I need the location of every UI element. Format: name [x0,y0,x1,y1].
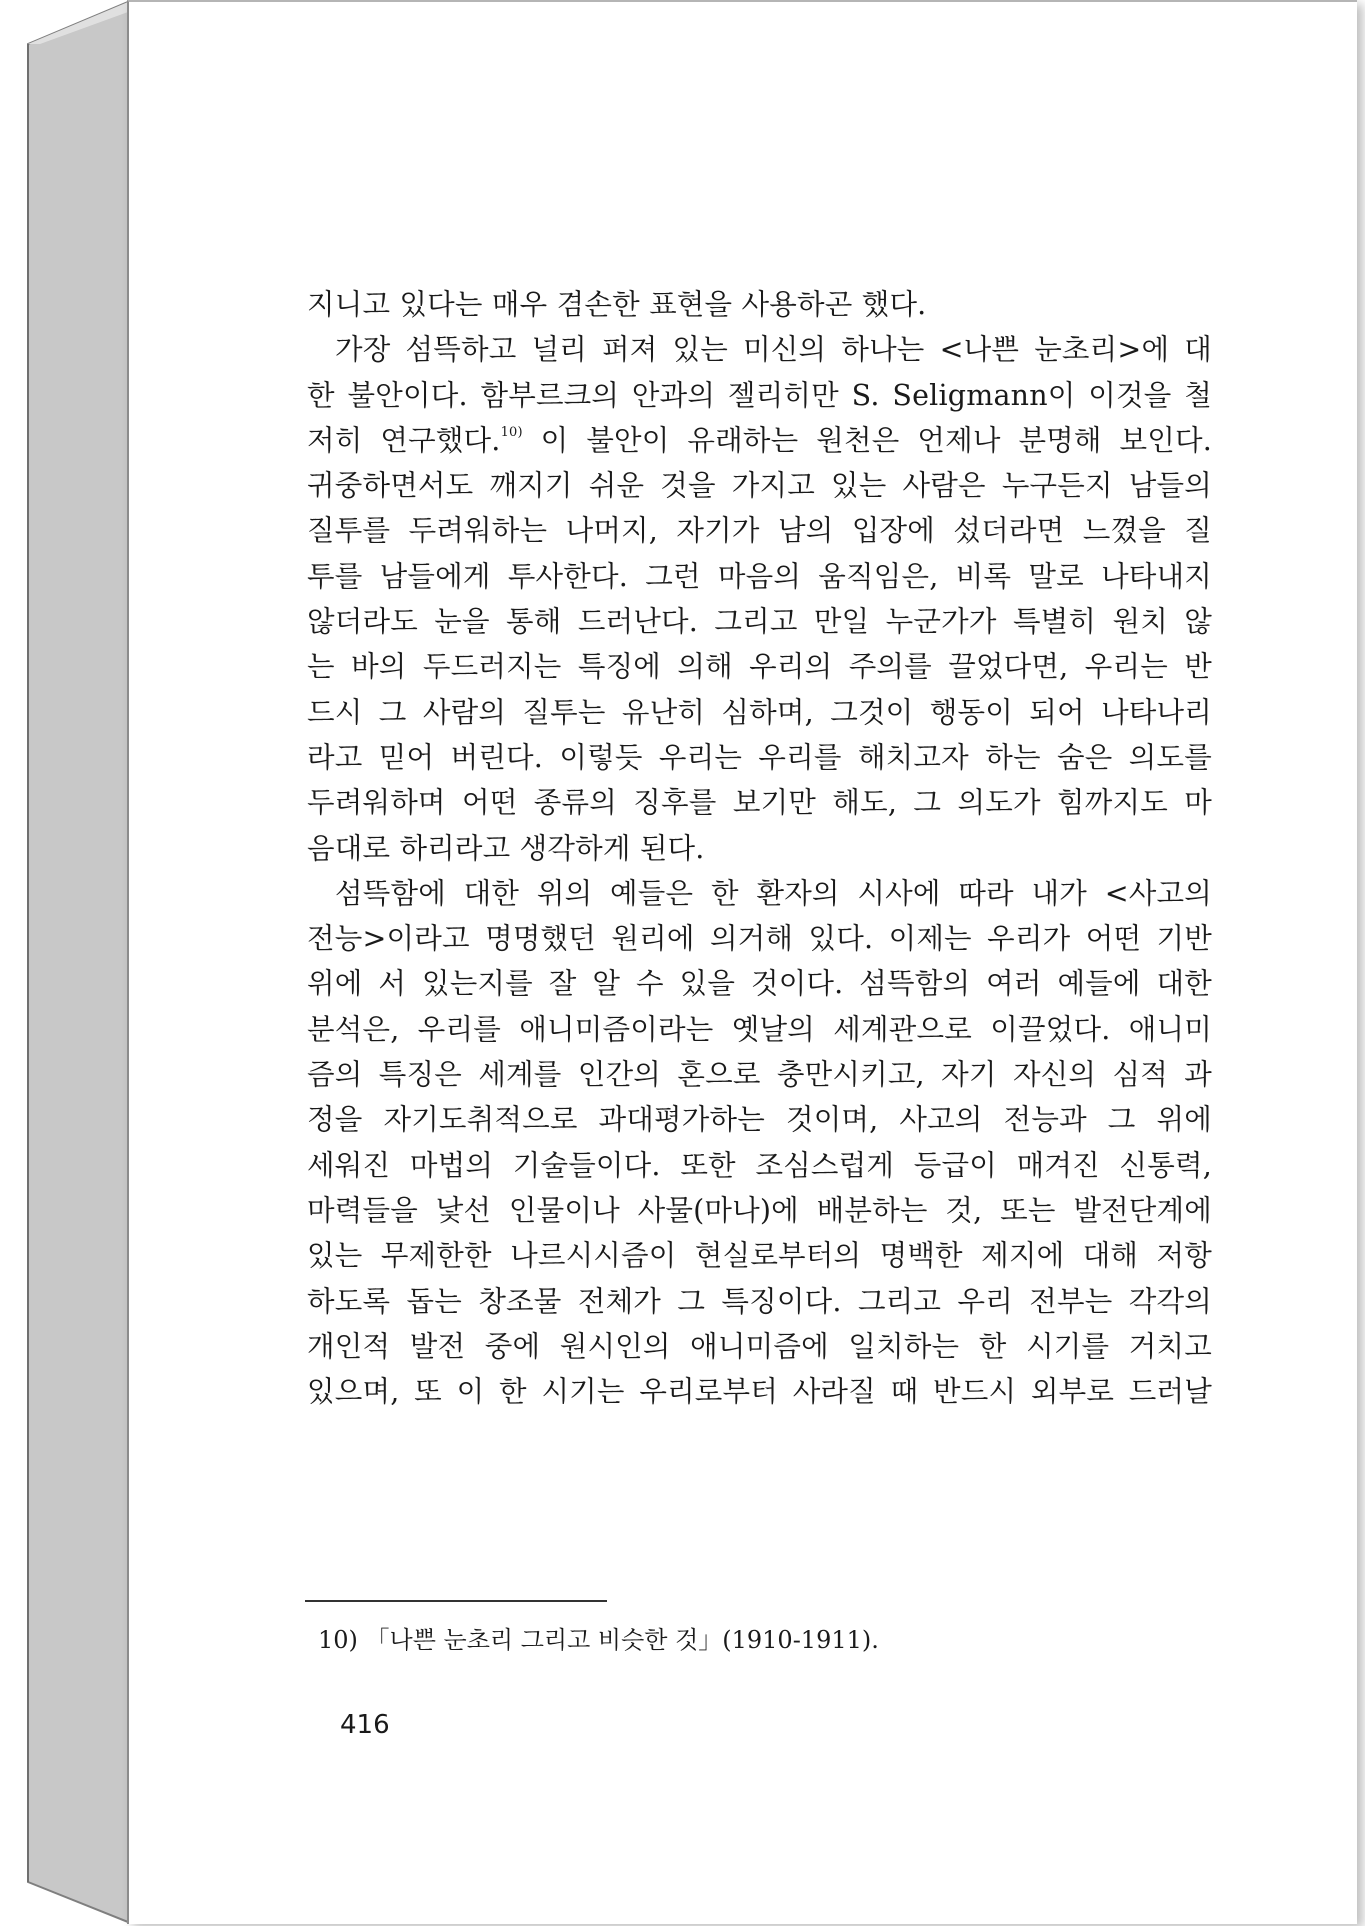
text-line-content: 있는 무제한한 나르시시즘이 현실로부터의 명백한 제지에 대해 저항 [307,1239,1212,1273]
text-line-content: 음대로 하리라고 생각하게 된다. [307,831,705,865]
book-spine [0,0,130,1926]
text-line-content: 세워진 마법의 기술들이다. 또한 조심스럽게 등급이 매겨진 신통력, [307,1148,1212,1182]
footnote-marker: 10) [500,424,523,440]
text-line-content: 않더라도 눈을 통해 드러난다. 그리고 만일 누군가가 특별히 원치 않 [307,605,1212,639]
text-line-content: 위에 서 있는지를 잘 알 수 있을 것이다. 섬뜩함의 여러 예들에 대한 [307,967,1212,1001]
text-line [307,282,1212,327]
text-line [307,1052,1212,1097]
text-line [307,599,1212,644]
text-line [307,826,1212,871]
text-line [307,1279,1212,1324]
text-line-content: 있으며, 또 이 한 시기는 우리로부터 사라질 때 반드시 외부로 드러날 [307,1375,1212,1409]
text-line-content: 두려워하며 어떤 종류의 징후를 보기만 해도, 그 의도가 힘까지도 마 [307,786,1212,820]
text-line [307,780,1212,825]
text-line-content: 한 불안이다. 함부르크의 안과의 젤리히만 S. Seligmann이 이것을 철 [307,378,1212,412]
text-line-content: 개인적 발전 중에 원시인의 애니미즘에 일치하는 한 시기를 거치고 [307,1329,1212,1363]
text-line [307,418,1212,463]
text-line-content: 지니고 있다는 매우 겸손한 표현을 사용하곤 했다. [307,288,927,321]
text-line [307,463,1212,508]
text-line-content: 라고 믿어 버린다. 이렇듯 우리는 우리를 해치고자 하는 숨은 의도를 [307,740,1212,774]
text-line-content: 는 바의 두드러지는 특징에 의해 우리의 주의를 끌었다면, 우리는 반 [307,650,1212,684]
text-line [307,1097,1212,1142]
text-line-content: 마력들을 낯선 인물이나 사물(마나)에 배분하는 것, 또는 발전단계에 [307,1193,1212,1227]
text-line-content: 하도록 돕는 창조물 전체가 그 특징이다. 그리고 우리 전부는 각각의 [307,1284,1212,1318]
text-line [307,327,1212,372]
text-line [307,1007,1212,1052]
text-line [307,690,1212,735]
page-number: 416 [340,1710,390,1740]
text-line-content: 저히 연구했다. [307,423,501,457]
text-line [307,961,1212,1006]
text-line-content: 귀중하면서도 깨지기 쉬운 것을 가지고 있는 사람은 누구든지 남들의 [307,469,1212,503]
text-line [307,1324,1212,1369]
text-line-content: 이 불안이 유래하는 원천은 언제나 분명해 보인다. [522,423,1213,457]
text-line [307,1188,1212,1233]
text-line-content: 투를 남들에게 투사한다. 그런 마음의 움직임은, 비록 말로 나타내지 [307,559,1212,593]
text-line [307,373,1212,418]
text-line-content: 분석은, 우리를 애니미즘이라는 옛날의 세계관으로 이끌었다. 애니미 [307,1012,1212,1046]
text-line-content: 전능>이라고 명명했던 원리에 의거해 있다. 이제는 우리가 어떤 기반 [307,922,1212,956]
footnote-divider [305,1600,607,1602]
text-line [307,554,1212,599]
text-line [307,508,1212,553]
footnote: 10) 「나쁜 눈초리 그리고 비슷한 것」(1910-1911). [318,1626,879,1654]
text-line-content: 섬뜩함에 대한 위의 예들은 한 환자의 시사에 따라 내가 <사고의 [335,876,1212,910]
text-line [307,735,1212,780]
text-line-content: 즘의 특징은 세계를 인간의 혼으로 충만시키고, 자기 자신의 심적 과 [307,1058,1212,1092]
text-line-content: 드시 그 사람의 질투는 유난히 심하며, 그것이 행동이 되어 나타나리 [307,695,1212,729]
text-line [307,916,1212,961]
body-text [307,282,1212,1414]
text-line [307,871,1212,916]
text-line [307,644,1212,689]
text-line [307,1143,1212,1188]
book-spine-shape [0,0,130,1926]
page-body [307,282,1212,1414]
text-line-content: 가장 섬뜩하고 널리 퍼져 있는 미신의 하나는 <나쁜 눈초리>에 대 [335,333,1212,367]
text-line-content: 질투를 두려워하는 나머지, 자기가 남의 입장에 섰더라면 느꼈을 질 [307,514,1212,548]
text-line [307,1369,1212,1414]
text-line [307,1233,1212,1278]
text-line-content: 정을 자기도취적으로 과대평가하는 것이며, 사고의 전능과 그 위에 [307,1103,1212,1137]
